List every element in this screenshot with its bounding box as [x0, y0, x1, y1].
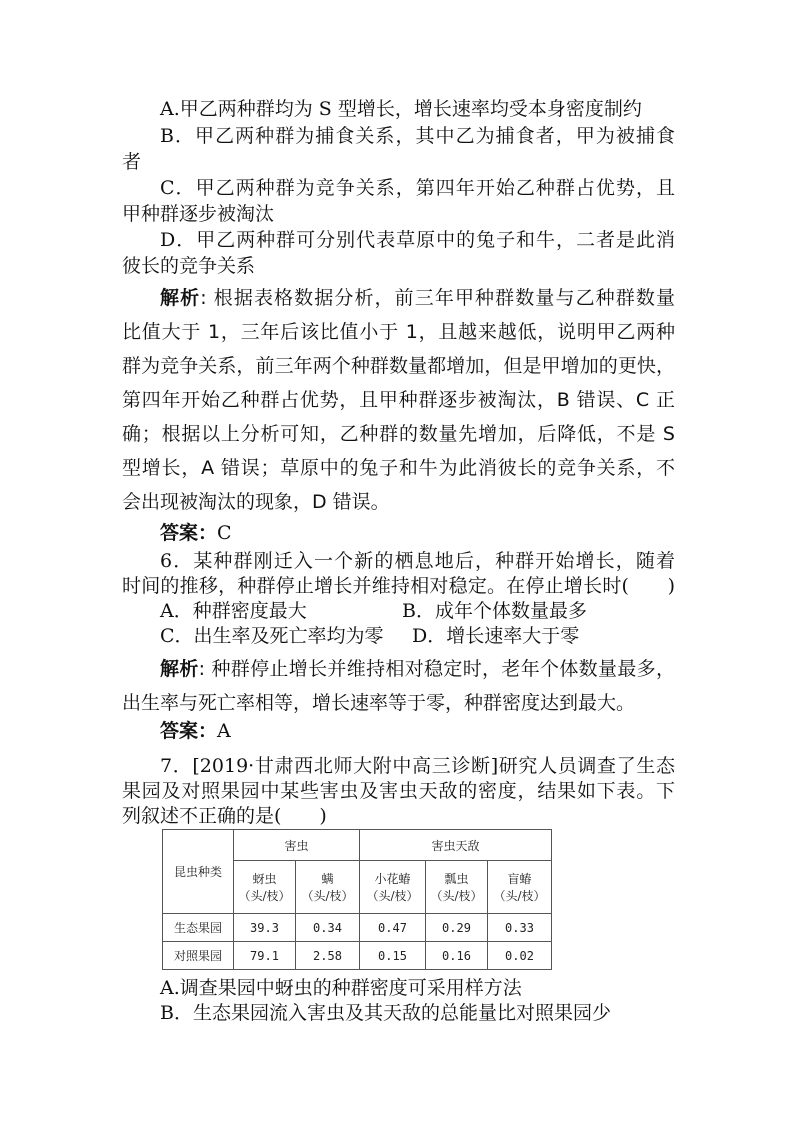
q5-analysis-line1: 解析: 根据表格数据分析，前三年甲种群数量与乙种群数量 — [160, 287, 675, 309]
q6-stem-line2: 时间的推移，种群停止增长并维持相对稳定。在停止增长时( ) — [122, 575, 675, 597]
table-column-header: 盲蝽 （头/枝） — [488, 861, 552, 914]
q5-analysis-line5: 确；根据以上分析可知，乙种群的数量先增加，后降低，不是 S — [122, 423, 675, 445]
table-cell: 0.16 — [426, 942, 488, 970]
table-row-label: 对照果园 — [163, 942, 234, 970]
q6-option-row1 — [160, 599, 587, 623]
table-cell: 0.02 — [488, 942, 552, 970]
table-cell: 0.29 — [426, 914, 488, 942]
q6-option-d: D．增长速率大于零 — [412, 625, 580, 647]
table-column-header: 瓢虫 （头/枝） — [426, 861, 488, 914]
q6-option-a: A．种群密度最大 — [160, 600, 307, 622]
table-cell: 79.1 — [234, 942, 296, 970]
q7-stem-line3: 列叙述不正确的是( ) — [122, 805, 327, 827]
q6-option-row2 — [160, 624, 580, 648]
q6-analysis-line2: 出生率与死亡率相等，增长速率等于零，种群密度达到最大。 — [122, 692, 636, 714]
q5-analysis-line3: 群为竞争关系，前三年两个种群数量都增加，但是甲增加的更快， — [122, 355, 675, 377]
q7-stem-line1: 7．[2019·甘肃西北师大附中高三诊断]研究人员调查了生态 — [160, 755, 675, 777]
q5-option-d-line2: 彼长的竞争关系 — [122, 255, 256, 277]
q6-analysis-line1: 解析: 种群停止增长并维持相对稳定时，老年个体数量最多， — [160, 658, 675, 680]
q5-answer — [160, 521, 232, 545]
q6-stem-line1: 6．某种群刚迁入一个新的栖息地后，种群开始增长，随着 — [160, 550, 675, 572]
q6-option-b: B．成年个体数量最多 — [402, 600, 587, 622]
table-row — [163, 914, 552, 942]
table-cell: 0.47 — [360, 914, 426, 942]
q6-option-c: C．出生率及死亡率均为零 — [160, 625, 384, 647]
table-cell: 0.33 — [488, 914, 552, 942]
analysis-label: 解析 — [160, 287, 201, 309]
answer-value: A — [217, 720, 231, 742]
answer-label: 答案： — [160, 720, 218, 742]
answer-value: C — [217, 522, 232, 544]
table-column-header: 小花蝽 （头/枝） — [360, 861, 426, 914]
table-corner-cell: 昆虫种类 — [163, 830, 234, 914]
q5-option-b-line1: B．甲乙两种群为捕食关系，其中乙为捕食者，甲为被捕食 — [160, 125, 675, 147]
q5-analysis-line2: 比值大于 1，三年后该比值小于 1，且越来越低，说明甲乙两种 — [122, 321, 675, 343]
q5-analysis-line7: 会出现被淘汰的现象，D 错误。 — [122, 491, 390, 513]
insect-density-table — [162, 829, 552, 970]
table-column-header: 蚜虫 （头/枝） — [234, 861, 296, 914]
table-cell: 0.15 — [360, 942, 426, 970]
table-cell: 39.3 — [234, 914, 296, 942]
q6-answer — [160, 719, 231, 743]
q5-option-b-line2: 者 — [122, 151, 142, 173]
table-column-header: 螨 （头/枝） — [296, 861, 360, 914]
q5-option-c-line2: 甲种群逐步被淘汰 — [122, 203, 275, 225]
q5-analysis-line6: 型增长，A 错误；草原中的兔子和牛为此消彼长的竞争关系，不 — [122, 457, 675, 479]
table-row — [163, 942, 552, 970]
q7-option-a: A.调查果园中蚜虫的种群密度可采用样方法 — [160, 977, 522, 999]
q5-analysis-line4: 第四年开始乙种群占优势，且甲种群逐步被淘汰，B 错误、C 正 — [122, 389, 675, 411]
answer-label: 答案： — [160, 522, 218, 544]
table-group-enemies: 害虫天敌 — [360, 830, 552, 861]
q5-option-c-line1: C．甲乙两种群为竞争关系，第四年开始乙种群占优势，且 — [160, 177, 675, 199]
q5-option-a: A.甲乙两种群均为 S 型增长，增长速率均受本身密度制约 — [160, 98, 642, 120]
analysis-label: 解析 — [160, 658, 199, 680]
q5-option-d-line1: D．甲乙两种群可分别代表草原中的兔子和牛，二者是此消 — [160, 229, 675, 251]
table-cell: 2.58 — [296, 942, 360, 970]
table-group-pests: 害虫 — [234, 830, 360, 861]
table-cell: 0.34 — [296, 914, 360, 942]
table-row-label: 生态果园 — [163, 914, 234, 942]
q7-option-b: B．生态果园流入害虫及其天敌的总能量比对照果园少 — [160, 1002, 611, 1024]
q7-stem-line2: 果园及对照果园中某些害虫及害虫天敌的密度，结果如下表。下 — [122, 780, 675, 802]
